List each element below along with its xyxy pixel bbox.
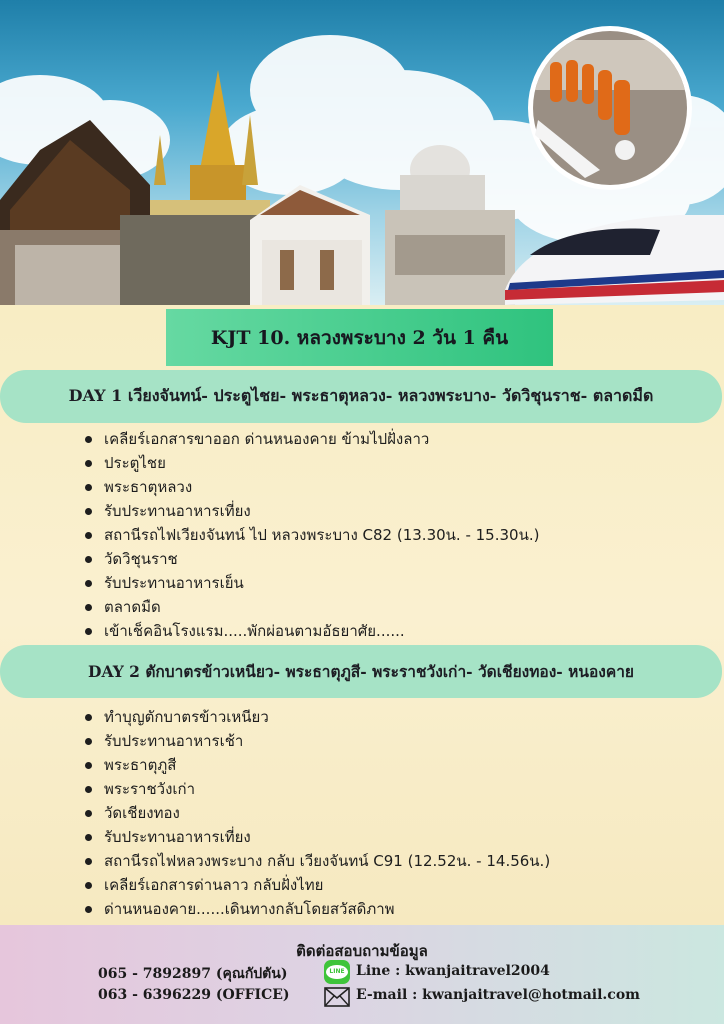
list-item: รับประทานอาหารเที่ยง [104, 825, 550, 849]
list-item: ทำบุญตักบาตรข้าวเหนียว [104, 705, 550, 729]
email-address[interactable]: E-mail : kwanjaitravel@hotmail.com [356, 987, 640, 1003]
list-item: ด่านหนองคาย......เดินทางกลับโดยสวัสดิภาพ [104, 897, 550, 921]
phone-office[interactable]: 063 - 6396229 (OFFICE) [98, 987, 290, 1003]
list-item: ประตูไชย [104, 451, 539, 475]
day1-itinerary-list [0, 427, 539, 643]
day2-heading: DAY 2 ตักบาตรข้าวเหนียว- พระธาตุภูสี- พระราชวังเก่า- วัดเชียงทอง- หนองคาย [0, 645, 722, 698]
monks-photo-circle [528, 26, 692, 190]
list-item: รับประทานอาหารเช้า [104, 729, 550, 753]
line-app-icon: LINE [324, 960, 350, 984]
list-item: เคลียร์เอกสารขาออก ด่านหนองคาย ข้ามไปฝั่งลาว [104, 427, 539, 451]
list-item: วัดวิชุนราช [104, 547, 539, 571]
list-item: สถานีรถไฟเวียงจันทน์ ไป หลวงพระบาง C82 (13.30น. - 15.30น.) [104, 523, 539, 547]
list-item: เข้าเช็คอินโรงแรม.....พักผ่อนตามอัธยาศัย...... [104, 619, 539, 643]
list-item: รับประทานอาหารเที่ยง [104, 499, 539, 523]
list-item: พระธาตุภูสี [104, 753, 550, 777]
list-item: พระราชวังเก่า [104, 777, 550, 801]
line-id[interactable]: Line : kwanjaitravel2004 [356, 963, 550, 979]
list-item: วัดเชียงทอง [104, 801, 550, 825]
list-item: รับประทานอาหารเย็น [104, 571, 539, 595]
list-item: เคลียร์เอกสารด่านลาว กลับฝั่งไทย [104, 873, 550, 897]
contact-title: ติดต่อสอบถามข้อมูล [296, 942, 428, 960]
mail-icon [324, 987, 350, 1007]
list-item: ตลาดมืด [104, 595, 539, 619]
page-title: KJT 10. หลวงพระบาง 2 วัน 1 คืน [166, 309, 553, 366]
hero-banner [0, 0, 724, 305]
list-item: พระธาตุหลวง [104, 475, 539, 499]
hero-illustration [0, 0, 724, 305]
list-item: สถานีรถไฟหลวงพระบาง กลับ เวียงจันทน์ C91 (12.52น. - 14.56น.) [104, 849, 550, 873]
phone-primary[interactable]: 065 - 7892897 (คุณกัปตัน) [98, 966, 288, 982]
day2-itinerary-list [0, 705, 550, 921]
day1-heading: DAY 1 เวียงจันทน์- ประตูไชย- พระธาตุหลวง- หลวงพระบาง- วัดวิชุนราช- ตลาดมืด [0, 370, 722, 423]
